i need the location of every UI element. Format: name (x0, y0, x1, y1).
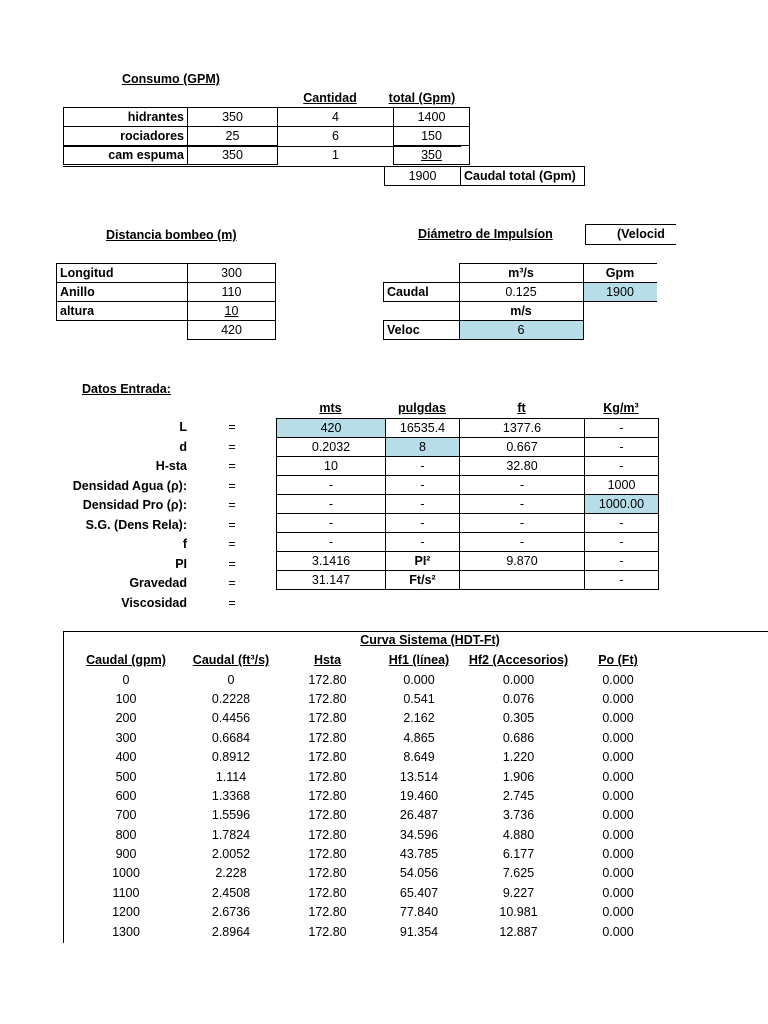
curva-cell[interactable]: 1.5596 (211, 808, 251, 823)
curva-cell[interactable]: 0.000 (602, 885, 634, 900)
datos-header-mts: mts (319, 401, 342, 415)
table-row (64, 108, 470, 127)
curva-header: Caudal (ft³/s) (192, 653, 270, 668)
table-row (57, 321, 276, 340)
table-row (63, 729, 655, 748)
curva-cell[interactable]: 172.80 (308, 730, 347, 745)
datos-kg[interactable]: - (585, 571, 659, 590)
distancia-label: Anillo (57, 283, 188, 302)
consumo-col-total: total (Gpm) (388, 91, 456, 105)
curva-cell[interactable]: 700 (115, 808, 137, 823)
datos-eq: = (228, 556, 236, 571)
table-row (384, 283, 657, 302)
consumo-total[interactable]: 1400 (394, 108, 470, 127)
curva-cell[interactable]: 2.162 (403, 711, 435, 726)
curva-cell[interactable]: 0.000 (602, 827, 634, 842)
datos-mts[interactable]: 31.147 (277, 571, 386, 590)
caudal-m3s[interactable]: 0.125 (459, 283, 583, 302)
curva-cell[interactable]: 172.80 (308, 866, 347, 881)
table-row (63, 690, 655, 709)
table-row (277, 495, 659, 514)
viscosidad-eq: = (228, 595, 236, 610)
datos-kg[interactable]: - (585, 438, 659, 457)
consumo-total-row (384, 166, 585, 186)
velocidad-box (585, 224, 676, 245)
datos-label: S.G. (Dens Rela): (85, 517, 187, 532)
distancia-value[interactable]: 10 (188, 302, 276, 321)
table-row (57, 302, 276, 321)
table-row (63, 670, 655, 689)
curva-header: Hf2 (Accesorios) (468, 653, 569, 668)
curva-cell[interactable]: 1.114 (215, 769, 247, 784)
table-row (384, 264, 657, 283)
curva-cell[interactable]: 2.228 (215, 866, 247, 881)
datos-label: Densidad Pro (ρ): (82, 498, 187, 512)
datos-eq: = (228, 498, 236, 512)
curva-cell[interactable]: 172.80 (308, 827, 347, 842)
datos-pulg[interactable]: PI² (386, 552, 460, 571)
datos-label: H-sta (155, 459, 187, 473)
datos-ft[interactable]: 32.80 (460, 457, 585, 476)
curva-cell[interactable]: 3.736 (502, 808, 535, 823)
caudal-gpm[interactable]: 1900 (583, 283, 657, 302)
curva-cell[interactable]: 10.981 (499, 905, 538, 920)
table-row (63, 884, 655, 903)
curva-cell[interactable]: 800 (115, 827, 137, 842)
curva-cell[interactable]: 0.305 (502, 711, 535, 726)
datos-ft[interactable]: - (460, 533, 585, 552)
curva-cell[interactable]: 0.000 (403, 672, 435, 687)
consumo-grand-total-label: Caudal total (Gpm) (461, 167, 585, 186)
curva-cell[interactable]: 0.000 (602, 866, 634, 881)
curva-cell[interactable]: 9.227 (502, 885, 535, 900)
consumo-col-cantidad: Cantidad (303, 91, 357, 105)
datos-kg[interactable]: - (585, 457, 659, 476)
datos-header-kgm3: Kg/m³ (603, 401, 639, 415)
datos-ft[interactable]: - (460, 514, 585, 533)
curva-cell[interactable]: 54.056 (399, 866, 439, 881)
curva-cell[interactable]: 172.80 (308, 808, 347, 823)
curva-cell[interactable]: 8.649 (403, 750, 435, 765)
table-row (63, 903, 655, 922)
curva-cell[interactable]: 1000 (112, 866, 140, 881)
curva-cell[interactable]: 13.514 (399, 769, 439, 784)
curva-header-row (63, 651, 655, 670)
curva-cell[interactable]: 0.000 (602, 905, 634, 920)
table-row (57, 264, 276, 283)
table-row (57, 283, 276, 302)
datos-pulg[interactable]: 8 (386, 438, 460, 457)
curva-cell[interactable]: 172.80 (308, 924, 347, 939)
datos-mts[interactable]: - (277, 495, 386, 514)
curva-cell[interactable]: 2.4508 (211, 885, 251, 900)
distancia-title: Distancia bombeo (m) (106, 228, 237, 242)
datos-ft[interactable]: 1377.6 (460, 419, 585, 438)
distancia-label: altura (57, 302, 188, 321)
curva-cell[interactable]: 0.000 (602, 769, 634, 784)
curva-cell[interactable]: 0.6684 (211, 730, 251, 745)
distancia-table (56, 263, 276, 340)
curva-cell[interactable]: 0.000 (602, 691, 634, 706)
table-row (63, 709, 655, 728)
curva-cell[interactable]: 0.000 (602, 847, 634, 862)
datos-label: f (182, 537, 187, 551)
table-row (63, 787, 655, 806)
datos-mts[interactable]: 10 (277, 457, 386, 476)
consumo-cantidad[interactable]: 1 (332, 148, 339, 162)
table-row (277, 533, 659, 552)
curva-cell[interactable]: 0.4456 (211, 711, 251, 726)
datos-pulg[interactable]: - (386, 476, 460, 495)
datos-label: Densidad Agua (ρ): (72, 478, 187, 493)
curva-cell[interactable]: 1.3368 (211, 788, 251, 803)
datos-mts[interactable]: 0.2032 (277, 438, 386, 457)
caudal-label: Caudal (384, 283, 460, 302)
consumo-top-border (63, 107, 461, 108)
table-row (384, 302, 657, 321)
datos-ft[interactable]: - (460, 495, 585, 514)
velocidad-tag: (Velocid (617, 227, 665, 241)
curva-cell[interactable]: 172.80 (308, 711, 347, 726)
table-row (384, 321, 657, 340)
datos-eq: = (228, 459, 236, 473)
datos-pulg[interactable]: 16535.4 (386, 419, 460, 438)
consumo-row-border (63, 126, 461, 127)
distancia-value[interactable]: 300 (188, 264, 276, 283)
curva-cell[interactable]: 0.541 (403, 691, 435, 706)
curva-cell[interactable]: 500 (115, 769, 137, 784)
curva-cell[interactable]: 172.80 (308, 769, 347, 784)
datos-ft[interactable]: 9.870 (460, 552, 585, 571)
curva-cell[interactable]: 172.80 (308, 847, 347, 862)
curva-cell[interactable]: 19.460 (399, 788, 439, 803)
table-row (277, 552, 659, 571)
datos-kg[interactable]: - (585, 552, 659, 571)
curva-title: Curva Sistema (HDT-Ft) (360, 633, 500, 647)
curva-cell[interactable]: 7.625 (502, 866, 535, 881)
datos-pulg[interactable]: - (386, 514, 460, 533)
datos-eq: = (228, 439, 236, 454)
distancia-label: Longitud (57, 264, 188, 283)
curva-cell[interactable]: 1.906 (502, 769, 535, 784)
table-row (277, 419, 659, 438)
curva-cell[interactable]: 900 (115, 847, 137, 862)
datos-label: d (179, 439, 187, 454)
curva-cell[interactable]: 1100 (112, 885, 140, 900)
datos-eq: = (228, 420, 236, 434)
diametro-table (383, 263, 657, 340)
viscosidad-label: Viscosidad (121, 595, 187, 610)
datos-kg[interactable]: 1000.00 (585, 495, 659, 514)
table-row (63, 748, 655, 767)
consumo-gpm[interactable]: 350 (188, 108, 278, 127)
datos-ft[interactable]: - (460, 476, 585, 495)
curva-header: Hsta (313, 653, 342, 668)
datos-ft[interactable]: 0.667 (460, 438, 585, 457)
curva-cell[interactable]: 91.354 (399, 924, 439, 939)
curva-header: Po (Ft) (598, 653, 638, 668)
curva-cell[interactable]: 1200 (112, 905, 140, 920)
curva-cell[interactable]: 0.8912 (211, 750, 251, 765)
curva-cell[interactable]: 2.0052 (211, 847, 251, 862)
datos-eq: = (228, 576, 236, 590)
table-row (63, 806, 655, 825)
consumo-title: Consumo (GPM) (122, 72, 220, 86)
curva-cell[interactable]: 4.865 (403, 730, 435, 745)
consumo-name[interactable]: cam espuma (64, 146, 188, 165)
table-row (277, 457, 659, 476)
curva-cell[interactable]: 600 (115, 788, 137, 803)
curva-cell[interactable]: 0.000 (602, 672, 634, 687)
curva-cell[interactable]: 12.887 (499, 924, 538, 939)
datos-mts[interactable]: - (277, 514, 386, 533)
curva-cell[interactable]: 26.487 (399, 808, 439, 823)
datos-pulg[interactable]: - (386, 457, 460, 476)
curva-cell[interactable]: 0.000 (602, 730, 634, 745)
consumo-row-border (63, 146, 461, 147)
curva-cell[interactable]: 2.745 (502, 788, 535, 803)
curva-cell[interactable]: 0.000 (602, 788, 634, 803)
curva-cell[interactable]: 0 (227, 672, 235, 687)
consumo-name[interactable]: hidrantes (64, 108, 188, 127)
datos-title: Datos Entrada: (82, 382, 171, 396)
table-row (277, 476, 659, 495)
curva-cell[interactable]: 0.000 (602, 808, 634, 823)
consumo-cantidad[interactable]: 4 (332, 110, 339, 124)
table-row (63, 864, 655, 883)
datos-pulg[interactable]: - (386, 533, 460, 552)
curva-cell[interactable]: 172.80 (308, 750, 347, 765)
consumo-name[interactable]: rociadores (64, 127, 188, 146)
curva-header: Hf1 (línea) (388, 653, 450, 668)
curva-cell[interactable]: 1.220 (502, 750, 535, 765)
table-row (64, 146, 470, 165)
curva-cell[interactable]: 0.000 (602, 711, 634, 726)
distancia-value[interactable]: 110 (188, 283, 276, 302)
curva-cell[interactable]: 0.000 (502, 672, 535, 687)
curva-cell[interactable]: 2.6736 (211, 905, 251, 920)
datos-label: L (179, 420, 187, 434)
table-row (63, 922, 655, 941)
unit-gpm: Gpm (583, 264, 657, 283)
curva-cell[interactable]: 43.785 (399, 847, 439, 862)
table-row (63, 826, 655, 845)
diametro-title: Diámetro de Impulsíon (418, 227, 553, 241)
consumo-total[interactable]: 350 (394, 146, 470, 165)
curva-cell[interactable]: 0.076 (502, 691, 535, 706)
curva-cell[interactable]: 172.80 (308, 788, 347, 803)
datos-eq: = (228, 537, 236, 551)
distancia-total[interactable]: 420 (188, 321, 276, 340)
consumo-gpm[interactable]: 25 (188, 127, 278, 146)
datos-label: PI (175, 556, 187, 571)
curva-cell[interactable]: 300 (115, 730, 137, 745)
curva-header: Caudal (gpm) (86, 653, 166, 668)
curva-cell[interactable]: 34.596 (399, 827, 439, 842)
curva-cell[interactable]: 2.8964 (211, 924, 251, 939)
datos-pulg[interactable]: Ft/s² (386, 571, 460, 590)
curva-cell[interactable]: 172.80 (308, 691, 347, 706)
consumo-total[interactable]: 150 (394, 127, 470, 146)
datos-pulg[interactable]: - (386, 495, 460, 514)
datos-mts[interactable]: 3.1416 (277, 552, 386, 571)
table-row (63, 767, 655, 786)
unit-m3s: m³/s (459, 264, 583, 283)
consumo-grand-total[interactable]: 1900 (385, 167, 461, 186)
curva-cell[interactable]: 172.80 (308, 905, 347, 920)
consumo-gpm[interactable]: 350 (188, 146, 278, 165)
datos-mts[interactable]: - (277, 476, 386, 495)
curva-table (63, 651, 655, 942)
table-row (277, 514, 659, 533)
curva-cell[interactable]: 0.000 (602, 924, 634, 939)
datos-kg[interactable]: - (585, 419, 659, 438)
consumo-cantidad[interactable]: 6 (332, 129, 339, 143)
datos-eq: = (228, 517, 236, 532)
curva-cell[interactable]: 6.177 (502, 847, 535, 862)
curva-cell[interactable]: 1.7824 (211, 827, 251, 842)
datos-header-pulgdas: pulgdas (398, 401, 446, 415)
datos-header-ft: ft (517, 401, 526, 415)
datos-kg[interactable]: 1000 (585, 476, 659, 495)
curva-cell[interactable]: 65.407 (399, 885, 439, 900)
curva-cell[interactable]: 100 (115, 691, 137, 706)
datos-mts[interactable]: - (277, 533, 386, 552)
curva-cell[interactable]: 0 (122, 672, 130, 687)
curva-cell[interactable]: 172.80 (308, 672, 347, 687)
datos-eq: = (228, 478, 236, 493)
datos-ft[interactable] (460, 571, 585, 590)
datos-mts[interactable]: 420 (277, 419, 386, 438)
table-row (277, 571, 659, 590)
table-row (63, 845, 655, 864)
curva-cell[interactable]: 172.80 (308, 885, 347, 900)
curva-cell[interactable]: 200 (115, 711, 137, 726)
curva-body (63, 670, 655, 941)
curva-cell[interactable]: 4.880 (502, 827, 535, 842)
datos-label: Gravedad (129, 576, 187, 590)
curva-cell[interactable]: 400 (115, 750, 137, 765)
datos-kg[interactable]: - (585, 514, 659, 533)
curva-cell[interactable]: 0.2228 (211, 691, 251, 706)
curva-cell[interactable]: 1300 (112, 924, 140, 939)
curva-cell[interactable]: 0.000 (602, 750, 634, 765)
veloc-label: Veloc (384, 321, 460, 340)
curva-cell[interactable]: 77.840 (399, 905, 439, 920)
veloc-value[interactable]: 6 (459, 321, 583, 340)
curva-cell[interactable]: 0.686 (502, 730, 535, 745)
unit-ms: m/s (459, 302, 583, 321)
datos-table (276, 418, 659, 590)
table-row (277, 438, 659, 457)
table-row (64, 127, 470, 146)
datos-kg[interactable]: - (585, 533, 659, 552)
consumo-table (63, 107, 470, 165)
